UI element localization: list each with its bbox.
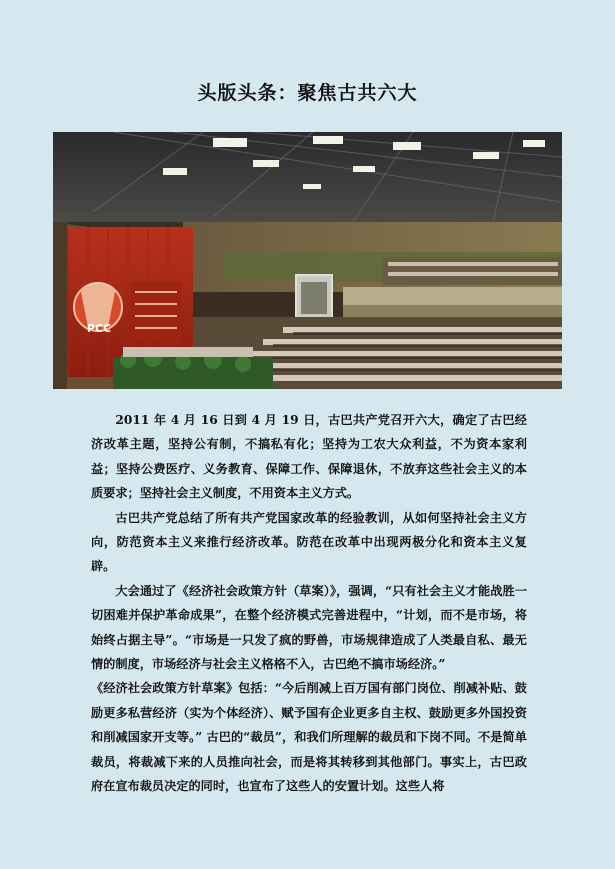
paragraph-1: 2011 年 4 月 16 日到 4 月 19 日，古巴共产党召开六大，确定了古巴经济改革主题，坚持公有制，不搞私有化；坚持为工农大众利益，不为资本家利益；坚持公费医疗、义务教育、保障工作、保障退休，不放弃这些社会主义的本质要求；坚持社会主义制度，不用资本主义方式。 [91,413,527,501]
article-body [91,408,527,799]
paragraph-4: 《经济社会政策方针草案》包括：“今后削减上百万国有部门岗位、削减补贴、鼓励更多私营经济（实为个体经济）、赋予国有企业更多自主权、鼓励更多外国投资和削减国家开支等。” 古巴的“裁员”，和我们所理解的裁员和下岗不同。不是简单裁员，将裁减下来的人员推向社会，而是将其转移到其他部门。事实上，古巴政府在宣布裁员决定的同时，也宣布了这些人的安置计划。这些人将 [91,681,527,794]
page-title: 头版头条：聚焦古共六大 [197,82,418,104]
photo-illustration [53,132,562,389]
paragraph-3: 大会通过了《经济社会政策方针（草案）》，强调，“只有社会主义才能战胜一切困难并保护革命成果”，在整个经济模式完善进程中，“计划，而不是市场，将始终占据主导”。“市场是一只发了疯的野兽，市场规律造成了人类最自私、最无情的制度，市场经济与社会主义格格不入，古巴绝不搞市场经济。” [91,583,527,672]
banner-logo-text: PCC [86,322,112,335]
paragraph-2: 古巴共产党总结了所有共产党国家改革的经验教训，从如何坚持社会主义方向，防范资本主义来推行经济改革。防范在改革中出现两极分化和资本主义复辟。 [91,510,527,574]
congress-hall-photo [53,132,562,389]
